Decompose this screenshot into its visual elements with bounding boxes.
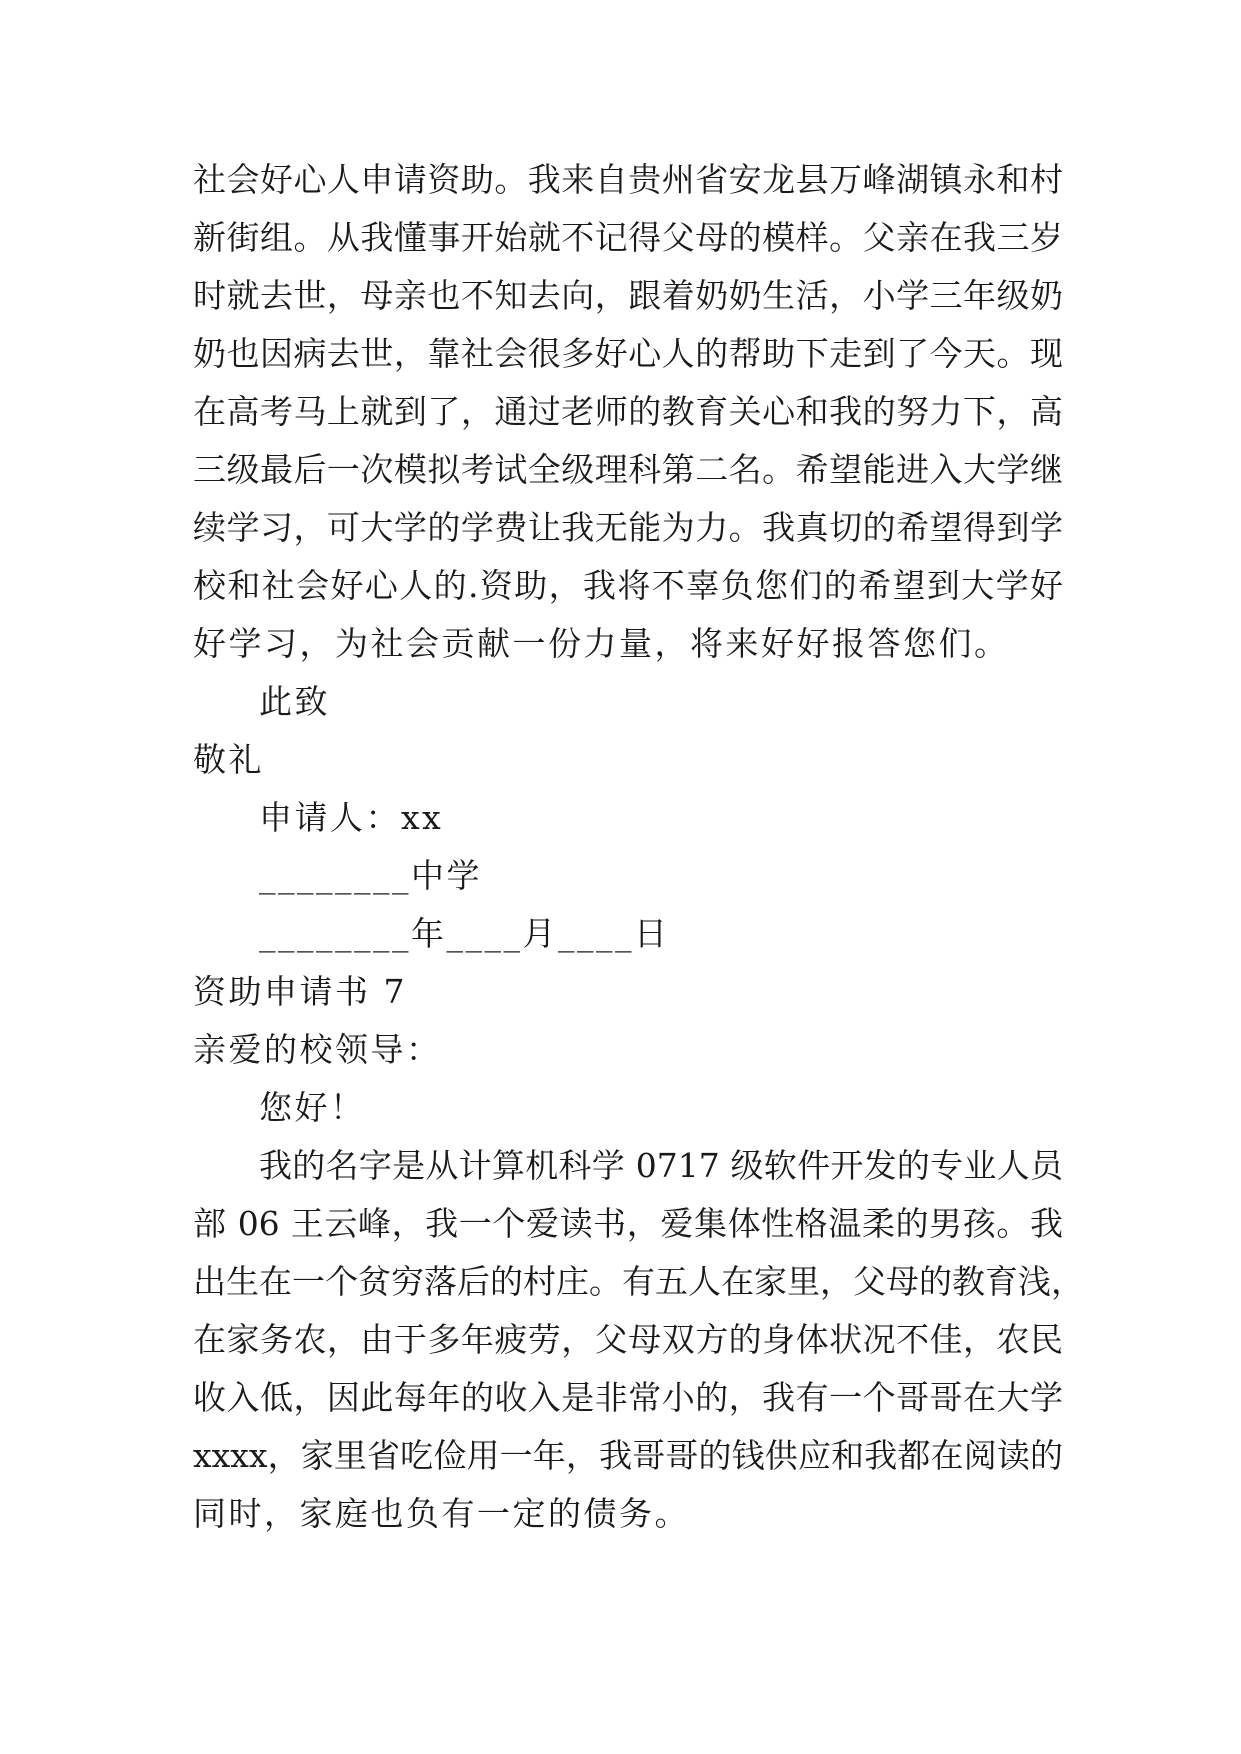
- paragraph-line: 奶也因病去世，靠社会很多好心人的帮助下走到了今天。现: [193, 334, 1063, 373]
- paragraph-line: 好学习，为社会贡献一份力量，将来好好报答您们。: [193, 624, 1010, 663]
- school-line: ________中学: [259, 856, 482, 895]
- letter-title: 资助申请书 7: [193, 972, 407, 1011]
- paragraph-line: 在家务农，由于多年疲劳，父母双方的身体状况不佳，农民: [193, 1320, 1063, 1359]
- paragraph-line: 收入低，因此每年的收入是非常小的，我有一个哥哥在大学: [193, 1378, 1063, 1417]
- paragraph-line: 部 06 王云峰，我一个爱读书，爱集体性格温柔的男孩。我: [193, 1204, 1063, 1243]
- salutation: 亲爱的校领导：: [193, 1030, 442, 1069]
- paragraph-line: 同时，家庭也负有一定的债务。: [193, 1494, 690, 1533]
- paragraph-line: xxxx，家里省吃俭用一年，我哥哥的钱供应和我都在阅读的: [193, 1436, 1063, 1475]
- paragraph-line: 续学习，可大学的学费让我无能为力。我真切的希望得到学: [193, 508, 1063, 547]
- paragraph-line: 新街组。从我懂事开始就不记得父母的模样。父亲在我三岁: [193, 218, 1063, 257]
- closing-ci-zhi: 此致: [259, 682, 330, 721]
- paragraph-line: 三级最后一次模拟考试全级理科第二名。希望能进入大学继: [193, 450, 1063, 489]
- greeting: 您好！: [259, 1088, 366, 1127]
- paragraph-line: 社会好心人申请资助。我来自贵州省安龙县万峰湖镇永和村: [193, 160, 1063, 199]
- closing-jing-li: 敬礼: [193, 740, 264, 779]
- paragraph-line: 在高考马上就到了，通过老师的教育关心和我的努力下，高: [193, 392, 1063, 431]
- applicant-line: 申请人：xx: [259, 798, 444, 837]
- paragraph-line: 我的名字是从计算机科学 0717 级软件开发的专业人员: [259, 1146, 1063, 1185]
- paragraph-line: 校和社会好心人的.资助，我将不辜负您们的希望到大学好: [193, 566, 1063, 605]
- paragraph-line: 出生在一个贫穷落后的村庄。有五人在家里，父母的教育浅，: [193, 1262, 1084, 1301]
- paragraph-line: 时就去世，母亲也不知去向，跟着奶奶生活，小学三年级奶: [193, 276, 1063, 315]
- date-line: ________年____月____日: [259, 914, 670, 953]
